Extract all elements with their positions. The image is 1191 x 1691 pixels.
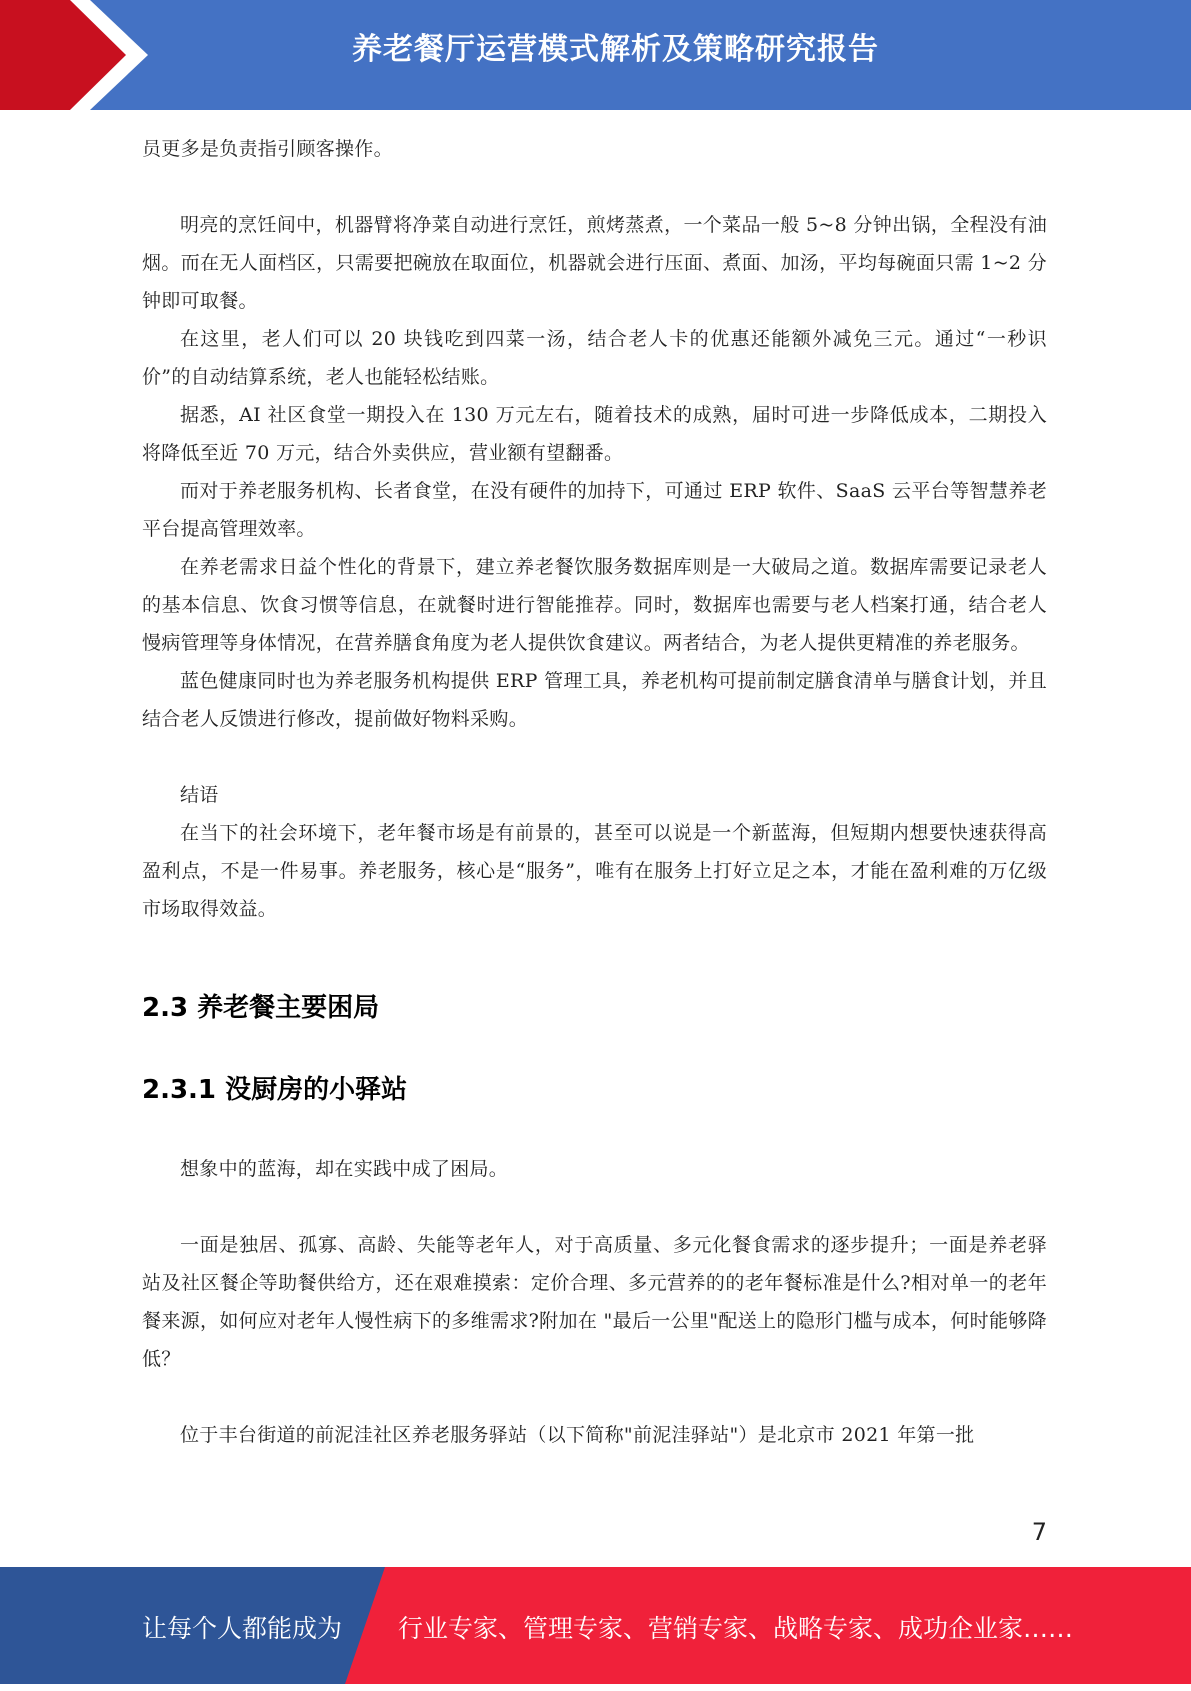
paragraph: 明亮的烹饪间中，机器臂将净菜自动进行烹饪，煎烤蒸煮，一个菜品一般 5~8 分钟出锅，全程没有油烟。而在无人面档区，只需要把碗放在取面位，机器就会进行压面、煮面、加汤，平均每碗面只需 1~2 分钟即可取餐。 <box>142 214 1047 312</box>
paragraph: 位于丰台街道的前泥洼社区养老服务驿站（以下简称"前泥洼驿站"）是北京市 2021 年第一批 <box>180 1424 975 1446</box>
paragraph: 而对于养老服务机构、长者食堂，在没有硬件的加持下，可通过 ERP 软件、SaaS 云平台等智慧养老平台提高管理效率。 <box>142 480 1047 540</box>
document-body <box>142 130 1047 1454</box>
section-heading: 2.3 养老餐主要困局 <box>142 993 380 1023</box>
paragraph: 在养老需求日益个性化的背景下，建立养老餐饮服务数据库则是一大破局之道。数据库需要记录老人的基本信息、饮食习惯等信息，在就餐时进行智能推荐。同时，数据库也需要与老人档案打通，结合老人慢病管理等身体情况，在营养膳食角度为老人提供饮食建议。两者结合，为老人提供更精准的养老服务。 <box>142 556 1047 654</box>
report-title: 养老餐厅运营模式解析及策略研究报告 <box>352 32 879 67</box>
page-number: 7 <box>1031 1518 1047 1546</box>
page-footer <box>0 1567 1191 1684</box>
paragraph: 据悉，AI 社区食堂一期投入在 130 万元左右，随着技术的成熟，届时可进一步降低成本，二期投入将降低至近 70 万元，结合外卖供应，营业额有望翻番。 <box>142 404 1047 464</box>
conclusion-heading: 结语 <box>180 784 219 806</box>
paragraph: 在这里，老人们可以 20 块钱吃到四菜一汤，结合老人卡的优惠还能额外减免三元。通过“一秒识价”的自动结算系统，老人也能轻松结账。 <box>142 328 1047 388</box>
paragraph: 蓝色健康同时也为养老服务机构提供 ERP 管理工具，养老机构可提前制定膳食清单与膳食计划，并且结合老人反馈进行修改，提前做好物料采购。 <box>142 670 1047 730</box>
paragraph: 想象中的蓝海，却在实践中成了困局。 <box>180 1158 509 1180</box>
footer-slogan-left: 让每个人都能成为 <box>142 1614 343 1643</box>
paragraph: 一面是独居、孤寡、高龄、失能等老年人，对于高质量、多元化餐食需求的逐步提升；一面是养老驿站及社区餐企等助餐供给方，还在艰难摸索：定价合理、多元营养的的老年餐标准是什么?相对单一的老年餐来源，如何应对老年人慢性病下的多维需求?附加在 "最后一公里"配送上的隐形门槛与成本，何时能够降低？ <box>142 1234 1047 1370</box>
footer-slogan-right: 行业专家、管理专家、营销专家、战略专家、成功企业家…… <box>398 1614 1074 1643</box>
subsection-heading: 2.3.1 没厨房的小驿站 <box>142 1075 408 1105</box>
paragraph: 员更多是负责指引顾客操作。 <box>142 138 393 160</box>
paragraph: 在当下的社会环境下，老年餐市场是有前景的，甚至可以说是一个新蓝海，但短期内想要快速获得高盈利点，不是一件易事。养老服务，核心是“服务”，唯有在服务上打好立足之本，才能在盈利难的万亿级市场取得效益。 <box>142 822 1047 920</box>
page-header <box>0 0 1191 110</box>
